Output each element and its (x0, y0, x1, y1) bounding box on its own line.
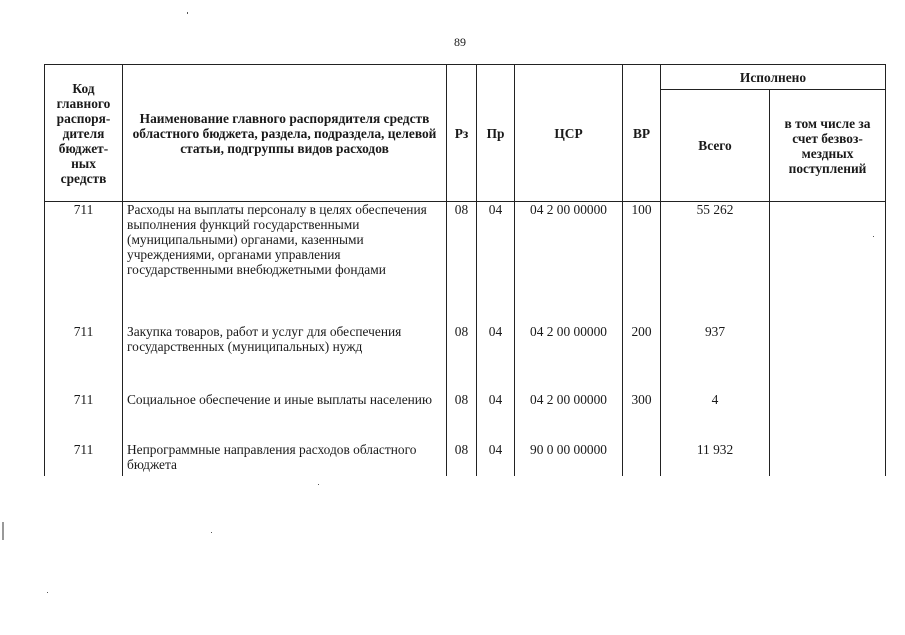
row-vr (623, 442, 661, 476)
row-total: 11 932 (661, 442, 770, 476)
row-csr: 90 0 00 00000 (515, 442, 623, 476)
scan-speck (187, 12, 188, 14)
row-rz: 08 (447, 442, 477, 476)
header-pr: Пр (477, 65, 515, 202)
header-free: в том числе за счет безвоз-мездных поступлений (770, 90, 886, 202)
row-vr: 300 (623, 392, 661, 424)
scan-speck (211, 532, 212, 533)
row-pr: 04 (477, 442, 515, 476)
row-name: Расходы на выплаты персоналу в целях обеспечения выполнения функций государственными (муниципальными) органами, казенными учреждениями, органами управления государственными внебюджетными фондами (123, 202, 447, 306)
row-name: Закупка товаров, работ и услуг для обеспечения государственных (муниципальных) нужд (123, 324, 447, 374)
header-name: Наименование главного распорядителя средств областного бюджета, раздела, подраздела, целевой статьи, подгруппы видов расходов (123, 65, 447, 202)
row-total: 937 (661, 324, 770, 374)
table-row (45, 442, 886, 476)
row-csr: 04 2 00 00000 (515, 392, 623, 424)
row-spacer (45, 374, 886, 392)
row-code: 711 (45, 202, 123, 306)
header-csr: ЦСР (515, 65, 623, 202)
row-free (770, 392, 886, 424)
table-header (45, 65, 886, 202)
row-rz: 08 (447, 202, 477, 306)
row-rz: 08 (447, 324, 477, 374)
budget-table (44, 64, 886, 476)
header-vr: ВР (623, 65, 661, 202)
row-pr: 04 (477, 202, 515, 306)
row-spacer (45, 424, 886, 442)
row-vr: 200 (623, 324, 661, 374)
header-total: Всего (661, 90, 770, 202)
row-free (770, 202, 886, 306)
row-csr: 04 2 00 00000 (515, 324, 623, 374)
row-pr: 04 (477, 324, 515, 374)
table-row (45, 392, 886, 424)
table-row (45, 202, 886, 306)
row-code: 711 (45, 324, 123, 374)
row-free (770, 442, 886, 476)
row-free (770, 324, 886, 374)
header-executed: Исполнено (661, 65, 886, 90)
scan-speck (318, 484, 319, 485)
table-row (45, 324, 886, 374)
header-rz: Рз (447, 65, 477, 202)
row-vr: 100 (623, 202, 661, 306)
page-number: 89 (454, 35, 466, 49)
row-code: 711 (45, 392, 123, 424)
scan-speck (47, 592, 48, 593)
row-name: Непрограммные направления расходов областного бюджета (123, 442, 447, 476)
scan-speck (873, 236, 874, 237)
row-pr: 04 (477, 392, 515, 424)
row-total: 4 (661, 392, 770, 424)
row-rz: 08 (447, 392, 477, 424)
row-spacer (45, 306, 886, 324)
table-body (45, 202, 886, 476)
scan-speck (2, 522, 4, 540)
row-csr: 04 2 00 00000 (515, 202, 623, 306)
row-name: Социальное обеспечение и иные выплаты населению (123, 392, 447, 424)
row-code: 711 (45, 442, 123, 476)
row-total: 55 262 (661, 202, 770, 306)
header-code: Код главного распоря-дителя бюджет-ных средств (45, 65, 123, 202)
